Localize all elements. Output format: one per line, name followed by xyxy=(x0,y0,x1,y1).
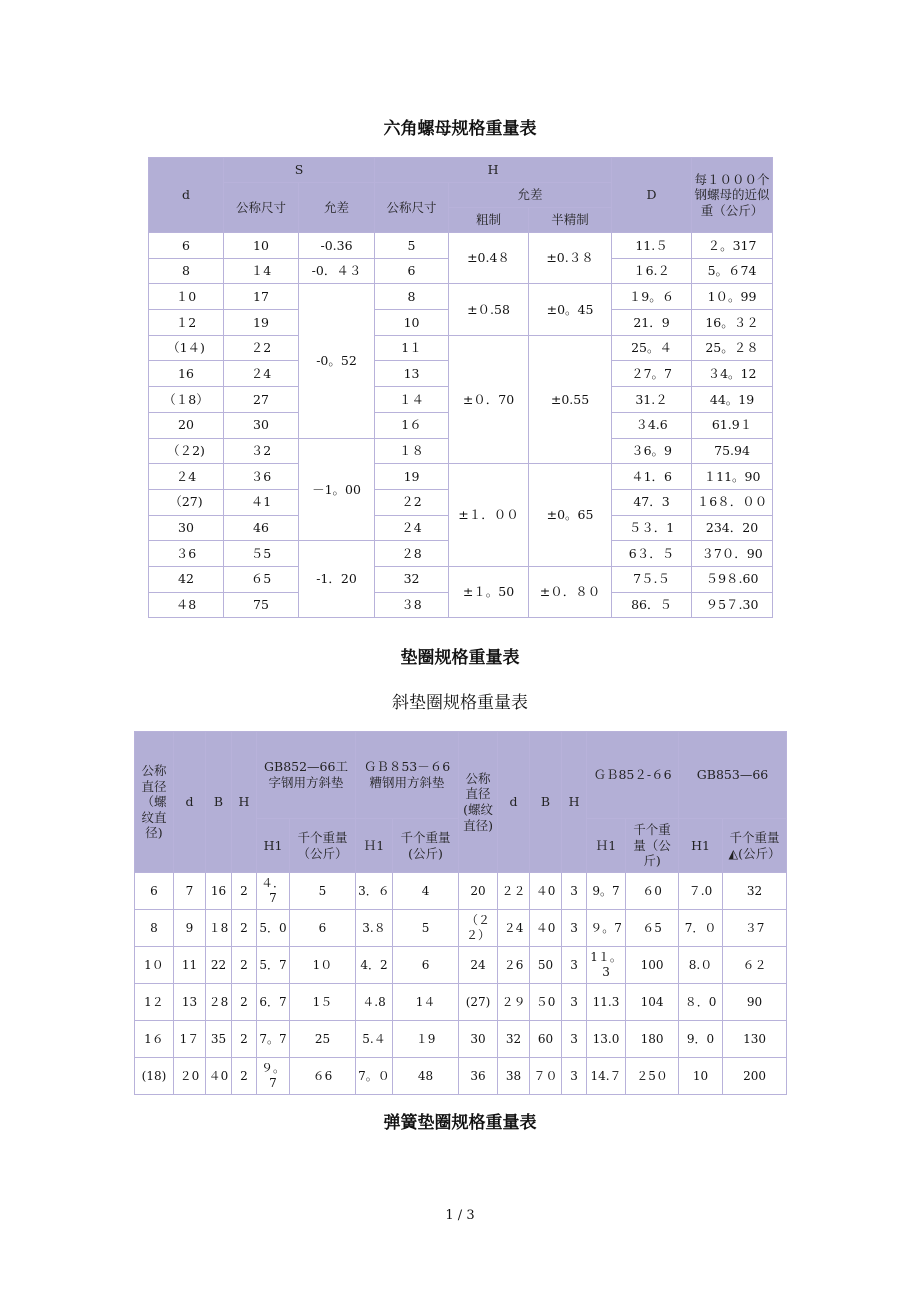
table-row xyxy=(149,464,773,490)
cell-weight: ６0 xyxy=(626,873,679,910)
cell-d: 42 xyxy=(149,566,224,592)
cell-nominal: 36 xyxy=(459,1058,498,1095)
table-row xyxy=(135,910,787,947)
cell-rough: ±0.4８ xyxy=(449,233,529,284)
cell-s: ３2 xyxy=(224,438,299,464)
cell-D: ３4.6 xyxy=(612,412,692,438)
cell-h1: 8.０ xyxy=(679,947,723,984)
cell-semi: ±0。65 xyxy=(529,464,612,567)
cell-weight: 61.9１ xyxy=(692,412,773,438)
cell-h: 19 xyxy=(375,464,449,490)
cell-s-tol: －1。00 xyxy=(299,438,375,541)
cell-h: 2 xyxy=(232,873,257,910)
cell-h: 2 xyxy=(232,910,257,947)
table-row xyxy=(135,873,787,910)
page-indicator: 1 / 3 xyxy=(445,1208,475,1223)
cell-b: １8 xyxy=(206,910,232,947)
cell-h: 3 xyxy=(562,947,587,984)
cell-h: 10 xyxy=(375,310,449,336)
cell-weight: ２。317 xyxy=(692,233,773,259)
cell-d: （１8） xyxy=(149,387,224,413)
cell-h: 3 xyxy=(562,1021,587,1058)
cell-weight: ９5７.30 xyxy=(692,592,773,618)
col-h-nominal: 公称尺寸 xyxy=(375,183,449,233)
cell-d: 6 xyxy=(149,233,224,259)
cell-weight: 104 xyxy=(626,984,679,1021)
cell-d: （1４) xyxy=(149,335,224,361)
cell-h1: 9．0 xyxy=(679,1021,723,1058)
cell-h1: 9。7 xyxy=(587,873,626,910)
cell-D: 7５.５ xyxy=(612,566,692,592)
cell-d: 7 xyxy=(174,873,206,910)
cell-h1: 7．０ xyxy=(679,910,723,947)
cell-weight: ３4。12 xyxy=(692,361,773,387)
cell-d: ２９ xyxy=(498,984,530,1021)
cell-weight: 5 xyxy=(393,910,459,947)
table-row xyxy=(149,284,773,310)
cell-s: 19 xyxy=(224,310,299,336)
cell-b: 35 xyxy=(206,1021,232,1058)
cell-h: 13 xyxy=(375,361,449,387)
cell-s: ４1 xyxy=(224,489,299,515)
cell-weight: 4 xyxy=(393,873,459,910)
cell-h: ２2 xyxy=(375,489,449,515)
cell-D: 11.５ xyxy=(612,233,692,259)
cell-b: 16 xyxy=(206,873,232,910)
col-weight-d: 千个重量◭(公斤） xyxy=(723,819,787,873)
cell-s: ２4 xyxy=(224,361,299,387)
cell-s: １4 xyxy=(224,258,299,284)
cell-d: 20 xyxy=(149,412,224,438)
cell-d: 16 xyxy=(149,361,224,387)
cell-s: 30 xyxy=(224,412,299,438)
cell-rough: ±０．70 xyxy=(449,335,529,463)
cell-weight: １6８．００ xyxy=(692,489,773,515)
cell-d: （27) xyxy=(149,489,224,515)
table-row xyxy=(149,566,773,592)
cell-rough: ±１．００ xyxy=(449,464,529,567)
cell-h1: ８．0 xyxy=(679,984,723,1021)
cell-h1: 5．0 xyxy=(257,910,290,947)
cell-nominal: (18) xyxy=(135,1058,174,1095)
col-d-left: d xyxy=(174,732,206,873)
cell-weight: ５9８.60 xyxy=(692,566,773,592)
cell-h: 2 xyxy=(232,1021,257,1058)
col-h1-d: H1 xyxy=(679,819,723,873)
cell-weight: 32 xyxy=(723,873,787,910)
cell-weight: 180 xyxy=(626,1021,679,1058)
cell-D: 21．9 xyxy=(612,310,692,336)
table-row xyxy=(149,233,773,259)
cell-weight: 130 xyxy=(723,1021,787,1058)
cell-h1: 13.0 xyxy=(587,1021,626,1058)
cell-weight: ６5 xyxy=(626,910,679,947)
cell-h1: ７.0 xyxy=(679,873,723,910)
col-h1-c: Ｈ1 xyxy=(587,819,626,873)
cell-s: 27 xyxy=(224,387,299,413)
cell-b: 22 xyxy=(206,947,232,984)
cell-D: ２7。7 xyxy=(612,361,692,387)
cell-h: 2 xyxy=(232,1058,257,1095)
cell-weight: 1４ xyxy=(393,984,459,1021)
cell-weight: 16。３２ xyxy=(692,310,773,336)
cell-h1: 6．7 xyxy=(257,984,290,1021)
cell-b: ４0 xyxy=(530,910,562,947)
cell-d: ２２ xyxy=(498,873,530,910)
spring-washer-title: 弹簧垫圈规格重量表 xyxy=(383,1113,537,1133)
cell-D: ３6。9 xyxy=(612,438,692,464)
cell-weight: 25。２８ xyxy=(692,335,773,361)
cell-weight: 6 xyxy=(393,947,459,984)
cell-D: 25。４ xyxy=(612,335,692,361)
cell-h1: ４．7 xyxy=(257,873,290,910)
cell-D: ４1．6 xyxy=(612,464,692,490)
cell-D: １6.２ xyxy=(612,258,692,284)
cell-semi: ±０．８０ xyxy=(529,566,612,617)
col-d: d xyxy=(149,158,224,233)
cell-s: 17 xyxy=(224,284,299,310)
cell-weight: ６6 xyxy=(290,1058,356,1095)
cell-s: ５5 xyxy=(224,541,299,567)
cell-d: 1７ xyxy=(174,1021,206,1058)
cell-h1: 3.８ xyxy=(356,910,393,947)
bevel-washer-table xyxy=(134,731,787,1095)
table-row xyxy=(135,1021,787,1058)
cell-d: 8 xyxy=(149,258,224,284)
cell-weight: ３7０．90 xyxy=(692,541,773,567)
cell-h: 3 xyxy=(562,1058,587,1095)
cell-d: １2 xyxy=(149,310,224,336)
cell-d: ４8 xyxy=(149,592,224,618)
cell-d: １0 xyxy=(149,284,224,310)
cell-h: 2 xyxy=(232,984,257,1021)
cell-d: （２2) xyxy=(149,438,224,464)
table-row xyxy=(135,1058,787,1095)
cell-weight: 44。19 xyxy=(692,387,773,413)
cell-D: 31.２ xyxy=(612,387,692,413)
col-nominal-left: 公称直径（螺纹直径) xyxy=(135,732,174,873)
cell-d: ２4 xyxy=(498,910,530,947)
cell-nominal: 1２ xyxy=(135,984,174,1021)
col-s: S xyxy=(224,158,375,183)
cell-d: 13 xyxy=(174,984,206,1021)
cell-weight: 100 xyxy=(626,947,679,984)
col-gb852-right: ＧＢ85２-６6 xyxy=(587,732,679,819)
cell-nominal: 30 xyxy=(459,1021,498,1058)
cell-weight: １11。90 xyxy=(692,464,773,490)
cell-weight: 90 xyxy=(723,984,787,1021)
col-nominal-right: 公称直径(螺纹直径) xyxy=(459,732,498,873)
col-gb852-left: GB852—66工字钢用方斜垫 xyxy=(257,732,356,819)
cell-h1: 7。7 xyxy=(257,1021,290,1058)
cell-rough: ±１。50 xyxy=(449,566,529,617)
cell-D: ５３．1 xyxy=(612,515,692,541)
cell-s-tol: -1．20 xyxy=(299,541,375,618)
col-D: D xyxy=(612,158,692,233)
cell-weight: 75.94 xyxy=(692,438,773,464)
cell-nominal: 24 xyxy=(459,947,498,984)
cell-b: 50 xyxy=(530,947,562,984)
cell-h1: 3．６ xyxy=(356,873,393,910)
cell-b: ７０ xyxy=(530,1058,562,1095)
hex-nut-title: 六角螺母规格重量表 xyxy=(383,119,537,139)
col-s-tolerance: 允差 xyxy=(299,183,375,233)
cell-d: 38 xyxy=(498,1058,530,1095)
cell-weight: 200 xyxy=(723,1058,787,1095)
cell-D: １9。６ xyxy=(612,284,692,310)
cell-weight: 234．20 xyxy=(692,515,773,541)
cell-s: ２2 xyxy=(224,335,299,361)
cell-d: ２6 xyxy=(498,947,530,984)
cell-h1: 10 xyxy=(679,1058,723,1095)
cell-h: 1１ xyxy=(375,335,449,361)
cell-nominal: 6 xyxy=(135,873,174,910)
cell-h1: ９。7 xyxy=(587,910,626,947)
col-weight-b: 千个重量(公斤) xyxy=(393,819,459,873)
cell-weight: １9 xyxy=(393,1021,459,1058)
cell-nominal: （２２） xyxy=(459,910,498,947)
col-s-nominal: 公称尺寸 xyxy=(224,183,299,233)
cell-weight: 5。６74 xyxy=(692,258,773,284)
cell-h1: 11.3 xyxy=(587,984,626,1021)
cell-weight: 5 xyxy=(290,873,356,910)
cell-semi: ±0.55 xyxy=(529,335,612,463)
cell-h: ２4 xyxy=(375,515,449,541)
cell-D: 86．５ xyxy=(612,592,692,618)
cell-h1: 4．2 xyxy=(356,947,393,984)
cell-h: 3 xyxy=(562,873,587,910)
cell-h1: 7。０ xyxy=(356,1058,393,1095)
washer-title: 垫圈规格重量表 xyxy=(400,648,520,668)
cell-h1: ４.8 xyxy=(356,984,393,1021)
cell-D: 6３．５ xyxy=(612,541,692,567)
col-d-right: d xyxy=(498,732,530,873)
cell-s: ６5 xyxy=(224,566,299,592)
bevel-washer-subtitle: 斜垫圈规格重量表 xyxy=(392,693,528,713)
col-h1-b: Ｈ1 xyxy=(356,819,393,873)
cell-nominal: 1６ xyxy=(135,1021,174,1058)
col-h: H xyxy=(375,158,612,183)
cell-b: ４0 xyxy=(530,873,562,910)
cell-h: 1６ xyxy=(375,412,449,438)
col-gb853-left: ＧＢ８53－６6糟钢用方斜垫 xyxy=(356,732,459,819)
col-semi: 半精制 xyxy=(529,208,612,233)
cell-nominal: 20 xyxy=(459,873,498,910)
cell-weight: ３7 xyxy=(723,910,787,947)
cell-rough: ±０.58 xyxy=(449,284,529,335)
cell-s: 10 xyxy=(224,233,299,259)
table-row xyxy=(135,984,787,1021)
col-weight-c: 千个重量（公斤) xyxy=(626,819,679,873)
cell-h: １４ xyxy=(375,387,449,413)
cell-b: ５0 xyxy=(530,984,562,1021)
cell-d: 9 xyxy=(174,910,206,947)
cell-weight: 1０ xyxy=(290,947,356,984)
cell-weight: 48 xyxy=(393,1058,459,1095)
cell-h: ３8 xyxy=(375,592,449,618)
cell-s: ３6 xyxy=(224,464,299,490)
cell-h: 5 xyxy=(375,233,449,259)
cell-nominal: (27) xyxy=(459,984,498,1021)
table-row xyxy=(149,335,773,361)
col-weight: 每１０００个钢螺母的近似重（公斤） xyxy=(692,158,773,233)
col-h-right: H xyxy=(562,732,587,873)
cell-D: 47．3 xyxy=(612,489,692,515)
cell-h1: 1１。3 xyxy=(587,947,626,984)
cell-weight: 6 xyxy=(290,910,356,947)
cell-h: 8 xyxy=(375,284,449,310)
col-h-tolerance: 允差 xyxy=(449,183,612,208)
cell-d: 32 xyxy=(498,1021,530,1058)
cell-h1: 5．7 xyxy=(257,947,290,984)
cell-semi: ±0.３８ xyxy=(529,233,612,284)
col-h1-a: H1 xyxy=(257,819,290,873)
cell-d: ２0 xyxy=(174,1058,206,1095)
cell-d: ３6 xyxy=(149,541,224,567)
cell-h: １８ xyxy=(375,438,449,464)
cell-nominal: 8 xyxy=(135,910,174,947)
cell-nominal: 1０ xyxy=(135,947,174,984)
cell-b: ４0 xyxy=(206,1058,232,1095)
cell-semi: ±0。45 xyxy=(529,284,612,335)
col-rough: 粗制 xyxy=(449,208,529,233)
cell-s: 75 xyxy=(224,592,299,618)
cell-d: ２4 xyxy=(149,464,224,490)
cell-d: 11 xyxy=(174,947,206,984)
cell-h: 3 xyxy=(562,984,587,1021)
table-row xyxy=(135,947,787,984)
cell-h1: 5.４ xyxy=(356,1021,393,1058)
cell-s-tol: -0.36 xyxy=(299,233,375,259)
cell-b: 60 xyxy=(530,1021,562,1058)
col-b-left: B xyxy=(206,732,232,873)
cell-s-tol: -0。52 xyxy=(299,284,375,438)
cell-s-tol: -0．４３ xyxy=(299,258,375,284)
cell-weight: 1５ xyxy=(290,984,356,1021)
hex-nut-table xyxy=(148,157,773,618)
cell-weight: ６２ xyxy=(723,947,787,984)
col-h-left: H xyxy=(232,732,257,873)
col-gb853-right: GB853—66 xyxy=(679,732,787,819)
cell-h1: 14.７ xyxy=(587,1058,626,1095)
cell-s: 46 xyxy=(224,515,299,541)
col-weight-a: 千个重量（公斤） xyxy=(290,819,356,873)
cell-weight: ２5０ xyxy=(626,1058,679,1095)
cell-weight: 1０。99 xyxy=(692,284,773,310)
cell-h: 2 xyxy=(232,947,257,984)
cell-h: 6 xyxy=(375,258,449,284)
cell-h1: ９。7 xyxy=(257,1058,290,1095)
cell-b: ２8 xyxy=(206,984,232,1021)
col-b-right: B xyxy=(530,732,562,873)
cell-weight: 25 xyxy=(290,1021,356,1058)
cell-h: ２8 xyxy=(375,541,449,567)
cell-h: 3 xyxy=(562,910,587,947)
cell-h: 32 xyxy=(375,566,449,592)
cell-d: 30 xyxy=(149,515,224,541)
